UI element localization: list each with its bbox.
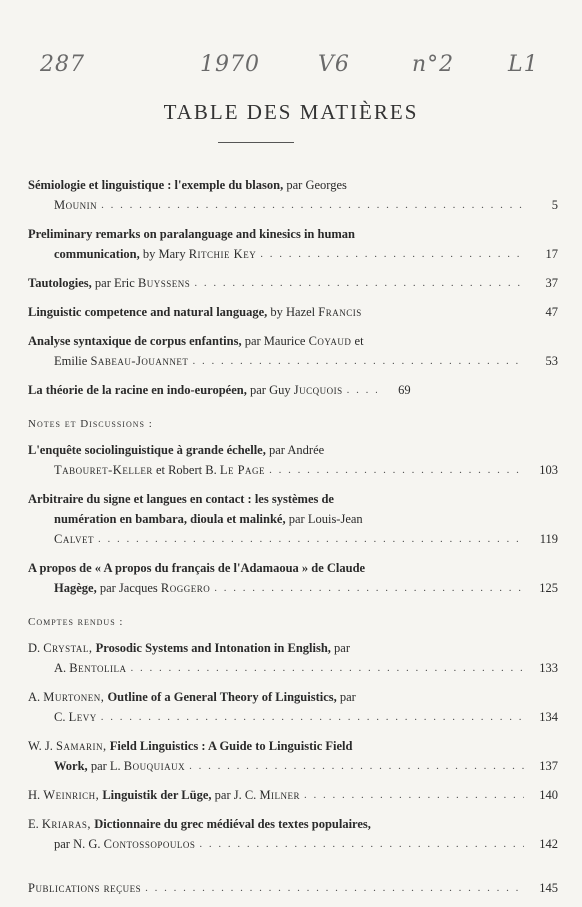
toc-entry[interactable]: W. J. Samarin, Field Linguistics : A Guide to Linguistic Field Work, par L. Bouquiaux . . . 137 (28, 736, 558, 776)
page-number: 53 (545, 354, 558, 368)
toc-entry[interactable]: La théorie de la racine en indo-européen, par Guy Jucquois . . . 69 (28, 380, 558, 400)
leader-dots (145, 878, 524, 898)
leader-dots (189, 756, 524, 776)
table-of-contents (28, 175, 558, 907)
toc-entry[interactable]: E. Kriaras, Dictionnaire du grec médiéval des textes populaires, par N. G. Contossopoulos . . . 142 (28, 814, 558, 854)
page-number: 5 (551, 198, 558, 212)
leader-dots (347, 380, 377, 400)
toc-entry-publications[interactable]: Publications reçues . . . 145 (28, 878, 558, 898)
toc-entry[interactable]: L'enquête sociolinguistique à grande échelle, par Andrée Tabouret-Keller et Robert B. Le Page . . . 103 (28, 440, 558, 480)
page-number: 17 (545, 247, 558, 261)
toc-entry[interactable]: A. Murtonen, Outline of a General Theory of Linguistics, par C. Levy . . . 134 (28, 687, 558, 727)
leader-dots (192, 351, 524, 371)
toc-entry[interactable]: Arbitraire du signe et langues en contact : les systèmes de numération en bambara, dioula et malinké, par Louis-Jean Calvet . . . 119 (28, 489, 558, 549)
leader-dots (304, 785, 524, 805)
handwritten-note-2: 1970 (200, 52, 260, 77)
section-heading-comptes: Comptes rendus : (28, 616, 124, 628)
leader-dots (194, 273, 524, 293)
toc-entry[interactable]: Sémiologie et linguistique : l'exemple du blason, par Georges Mounin . . . 5 (28, 175, 558, 215)
toc-entry[interactable]: D. Crystal, Prosodic Systems and Intonation in English, par A. Bentolila . . . 133 (28, 638, 558, 678)
leader-dots (101, 707, 524, 727)
leader-dots (98, 529, 524, 549)
toc-entry[interactable]: A propos de « A propos du français de l'Adamaoua » de Claude Hagège, par Jacques Roggero . . . 125 (28, 558, 558, 598)
page-number: 69 (398, 383, 411, 397)
handwritten-note-4: n°2 (412, 52, 455, 77)
page-number: 119 (539, 532, 558, 546)
page-number: 37 (545, 276, 558, 290)
toc-entry[interactable]: Linguistic competence and natural language, by Hazel Francis 47 (28, 302, 558, 322)
page-number: 140 (539, 788, 558, 802)
leader-dots (199, 834, 524, 854)
leader-dots (130, 658, 524, 678)
page-number: 125 (539, 581, 558, 595)
toc-entry[interactable]: H. Weinrich, Linguistik der Lüge, par J. C. Milner . . . 140 (28, 785, 558, 805)
page-number: 137 (539, 759, 558, 773)
page-title: TABLE DES MATIÈRES (163, 100, 419, 124)
page-number: 47 (545, 305, 558, 319)
page-number: 103 (539, 463, 558, 477)
page-number: 133 (539, 661, 558, 675)
page-number: 134 (539, 710, 558, 724)
leader-dots (260, 244, 524, 264)
handwritten-note-5: L1 (508, 52, 539, 77)
leader-dots (101, 195, 524, 215)
handwritten-note-3: V6 (318, 52, 350, 77)
leader-dots (214, 578, 524, 598)
page-number: 145 (539, 881, 558, 895)
page-number: 142 (539, 837, 558, 851)
toc-entry[interactable]: Tautologies, par Eric Buyssens . . . 37 (28, 273, 558, 293)
toc-entry[interactable]: Analyse syntaxique de corpus enfantins, par Maurice Coyaud et Emilie Sabeau-Jouannet . . . 53 (28, 331, 558, 371)
title-rule (218, 142, 294, 143)
section-heading-notes: Notes et Discussions : (28, 418, 153, 430)
toc-entry[interactable]: Preliminary remarks on paralanguage and kinesics in human communication, by Mary Ritchie Key . . . 17 (28, 224, 558, 264)
handwritten-note-1: 287 (40, 52, 85, 77)
leader-dots (269, 460, 524, 480)
